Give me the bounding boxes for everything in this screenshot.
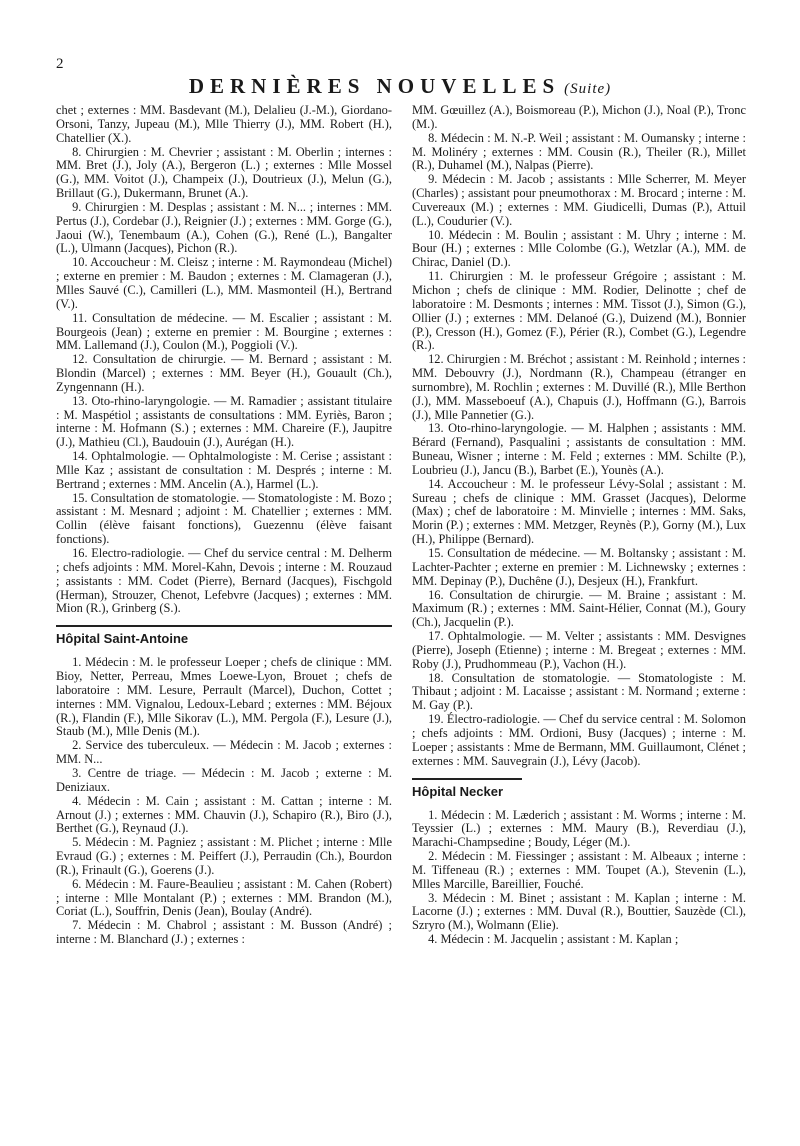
paragraph: 13. Oto-rhino-laryngologie. — M. Ramadier ; assistant titulaire : M. Maspétiol ; assistants de consultations : MM. Eyriès, Baron ; interne : M. Hofmann (S.) ; externes : MM. Chareire (F.), Jaupitre (J.), Mathieu (Cl.), Baudouin (J.), Aurégan (H.). (56, 393, 392, 450)
paragraph: 14. Ophtalmologie. — Ophtalmologiste : M. Cerise ; assistant : Mlle Kaz ; assistant de consultation : M. Després ; interne : M. Bertrand ; externes : MM. Ancelin (A.), Harmel (L.). (56, 449, 392, 491)
paragraph: 19. Électro-radiologie. — Chef du service central : M. Solomon ; chefs adjoints : MM. Ordioni, Busy (Jacques) ; interne : M. Loeper ; assistants : Mme de Bermann, MM. Guillaumont, Clénet ; externes : MM. Sauvegrain (J.), Lévy (Jacob). (412, 712, 746, 768)
paragraph: MM. Gœuillez (A.), Boismoreau (P.), Michon (J.), Noal (P.), Tronc (M.). (412, 103, 746, 131)
paragraph: 2. Service des tuberculeux. — Médecin : M. Jacob ; externes : MM. N... (56, 738, 392, 767)
paragraph: 5. Médecin : M. Pagniez ; assistant : M. Plichet ; interne : Mlle Evraud (G.) ; externes : M. Peiffert (J.), Perraudin (Ch.), Bourdon (R.), Frinault (G.), Goerens (J.). (56, 835, 392, 877)
paragraph: 6. Médecin : M. Faure-Beaulieu ; assistant : M. Cahen (Robert) ; interne : Mlle Montalant (P.) ; externes : MM. Brandon (M.), Coriat (L.), Souffrin, Denis (Jean), Boulay (André). (56, 876, 392, 919)
header-subtitle: (Suite) (564, 81, 612, 97)
section-heading-saint-antoine: Hôpital Saint-Antoine (56, 625, 392, 646)
paragraph: 4. Médecin : M. Cain ; assistant : M. Cattan ; interne : M. Arnout (J.) ; externes : MM. Chauvin (J.), Schapiro (R.), Biro (J.), Berthet (G.), Reynaud (J.). (56, 793, 392, 836)
paragraph: 1. Médecin : M. Læderich ; assistant : M. Worms ; interne : M. Teyssier (L.) ; externes : MM. Maury (B.), Reverdiau (J.), Marachi-Champsedine ; Boudy, Léger (M.). (412, 807, 746, 850)
right-column (412, 104, 746, 947)
paragraph: 3. Médecin : M. Binet ; assistant : M. Kaplan ; interne : M. Lacorne (J.) ; externes : MM. Duval (R.), Bouttier, Sauzède (Cl.), Szryro (M.), Wolmann (Elie). (412, 890, 746, 933)
paragraph: 7. Médecin : M. Chabrol ; assistant : M. Busson (André) ; interne : M. Blanchard (J.) ; externes : (56, 918, 392, 947)
paragraph: 3. Centre de triage. — Médecin : M. Jacob ; externe : M. Deniziaux. (56, 765, 392, 794)
paragraph: 4. Médecin : M. Jacquelin ; assistant : M. Kaplan ; (428, 932, 679, 947)
paragraph: 2. Médecin : M. Fiessinger ; assistant : M. Albeaux ; interne : M. Tiffeneau (R.) ; externes : MM. Toupet (A.), Stevenin (L.), Mlles Marcille, Bareillier, Fouché. (412, 849, 746, 891)
paragraph: 14. Accoucheur : M. le professeur Lévy-Solal ; assistant : M. Sureau ; chefs de clinique : MM. Grasset (Jacques), Delorme (Max) ; chef de laboratoire : M. Minvielle ; internes : MM. Saks, Morin (P.) ; externes : MM. Metzger, Reynès (P.), Gorny (M.), Lux (H.), Philippe (Bernard). (412, 476, 746, 547)
paragraph: 15. Consultation de stomatologie. — Stomatologiste : M. Bozo ; assistant : M. Mesnard ; adjoint : M. Chatellier ; externes : MM. Collin (élève faisant fonctions), Guezennu (élève faisant fonctions). (56, 490, 392, 547)
page-header (0, 74, 800, 99)
paragraph: 8. Médecin : M. N.-P. Weil ; assistant : M. Oumansky ; interne : M. Molinéry ; externes : MM. Cousin (R.), Theiler (R.), Millet (R.), Duhamel (M.), Nalpas (Pierre). (412, 130, 746, 173)
paragraph: chet ; externes : MM. Basdevant (M.), Delalieu (J.-M.), Giordano-Orsoni, Tanzy, Jupeau (M.), Mlle Thierry (J.), MM. Robert (H.), Chatellier (X.). (56, 103, 392, 145)
paragraph: 11. Chirurgien : M. le professeur Grégoire ; assistant : M. Michon ; chefs de clinique : MM. Rodier, Delinotte ; chef de laboratoire : M. Desmonts ; internes : MM. Tissot (J.), Simon (G.), Ollier (J.) ; externes : MM. Delanoé (G.), Duizend (M.), Bonnier (P.), Cresson (H.), Gomez (F.), Périer (R.), Combet (G.), Legendre (R.). (412, 269, 746, 353)
paragraph: 18. Consultation de stomatologie. — Stomatologiste : M. Thibaut ; adjoint : M. Lacaisse ; assistant : M. Normand ; externe : M. Gay (P.). (412, 670, 746, 713)
paragraph: 10. Médecin : M. Boulin ; assistant : M. Uhry ; interne : M. Bour (H.) ; externes : Mlle Colombe (G.), Wetzlar (A.), MM. de Chirac, Daniel (D.). (412, 227, 746, 270)
paragraph: 8. Chirurgien : M. Chevrier ; assistant : M. Oberlin ; internes : MM. Bret (J.), Joly (A.), Bergeron (L.) ; externes : Mlle Mossel (G.), MM. Voitot (J.), Champeix (J.), Doutrieux (J.), Melun (G.), Brillaut (G.), Dukermann, Brunet (A.). (56, 144, 392, 201)
paragraph: 12. Consultation de chirurgie. — M. Bernard ; assistant : M. Blondin (Marcel) ; externes : MM. Beyer (H.), Gouault (Ch.), Zyngennann (H.). (56, 352, 392, 394)
paragraph: 9. Chirurgien : M. Desplas ; assistant : M. N... ; internes : MM. Pertus (J.), Cordebar (J.), Reignier (J.) ; externes : MM. Gorge (G.), Jaoui (W.), Tenembaum (A.), Cohen (G.), René (L.), Bangalter (L.), Ulmann (Jacques), Pichon (R.). (56, 199, 392, 256)
paragraph: 16. Consultation de chirurgie. — M. Braine ; assistant : M. Maximum (R.) ; externes : MM. Saint-Hélier, Connat (M.), Goury (Ch.), Jacquelin (P.). (412, 587, 746, 630)
paragraph: 15. Consultation de médecine. — M. Boltansky ; assistant : M. Lachter-Pachter ; externe en premier : M. Lichnewsky ; externes : MM. Depinay (P.), Duchêne (J.), Desjeux (H.), Frankfurt. (412, 546, 746, 588)
paragraph: 1. Médecin : M. le professeur Loeper ; chefs de clinique : MM. Bioy, Netter, Perreau, Mmes Loewe-Lyon, Brouet ; chefs de laboratoire : MM. Lesure, Perrault (Marcel), Duchon, Cottet ; internes : MM. Vignalou, Ledoux-Lebard ; externes : MM. Béjoux (R.), Flandin (F.), Mlle Sikorav (L.), MM. Pergola (F.), Lesure (J.), Staub (M.), Mlle Denis (M.). (56, 655, 392, 739)
paragraph: 11. Consultation de médecine. — M. Escalier ; assistant : M. Bourgeois (Jean) ; externe en premier : M. Bourgine ; externes : MM. Lallemand (J.), Coulon (M.), Poggioli (V.). (56, 310, 392, 353)
paragraph: 10. Accoucheur : M. Cleisz ; interne : M. Raymondeau (Michel) ; externe en premier : M. Baudon ; externes : M. Clamageran (J.), Mlles Sauvé (C.), Camilleri (L.), MM. Masmonteil (H.), Bertrand (V.). (56, 255, 392, 311)
paragraph: 9. Médecin : M. Jacob ; assistants : Mlle Scherrer, M. Meyer (Charles) ; assistant pour pneumothorax : M. Brocard ; interne : M. Cuvereaux (M.) ; externes : MM. Giudicelli, Dumas (P.), Attuil (L.), Coudurier (V.). (412, 172, 746, 228)
paragraph: 12. Chirurgien : M. Bréchot ; assistant : M. Reinhold ; internes : MM. Debouvry (J.), Nordmann (R.), Champeau (étranger en surnombre), M. Rochlin ; externes : M. Duvillé (R.), Mlle Berthon (J.), MM. Masseboeuf (A.), Chapuis (J.), Hoffmann (G.), Barrois (J.), Mlle Pannetier (G.). (412, 352, 746, 422)
header-title: DERNIÈRES NOUVELLES (188, 74, 561, 98)
left-column (56, 104, 392, 947)
paragraph: 16. Electro-radiologie. — Chef du service central : M. Delherm ; chefs adjoints : MM. Morel-Kahn, Devois ; interne : M. Rouzaud ; assistants : MM. Codet (Pierre), Bernard (Jacques), Fischgold (Herman), Strouzer, Chenot, Lefebvre (Jacques) ; externes : MM. Mion (R.), Grinberg (S.). (56, 546, 392, 616)
paragraph: 17. Ophtalmologie. — M. Velter ; assistants : MM. Desvignes (Pierre), Joseph (Etienne) ; interne : M. Bregeat ; externes : MM. Roby (J.), Prudhommeau (P.), Vachon (H.). (412, 629, 746, 671)
paragraph: 13. Oto-rhino-laryngologie. — M. Halphen ; assistants : MM. Bérard (Fernand), Pasqualini ; assistants de consultation : MM. Buneau, Wisner ; interne : M. Feld ; externes : MM. Schilte (P.), Loubrieu (J.), Jancu (B.), Barbet (E.), Younès (A.). (412, 421, 746, 477)
page-number: 2 (56, 56, 64, 72)
section-heading-necker: Hôpital Necker (412, 778, 522, 799)
